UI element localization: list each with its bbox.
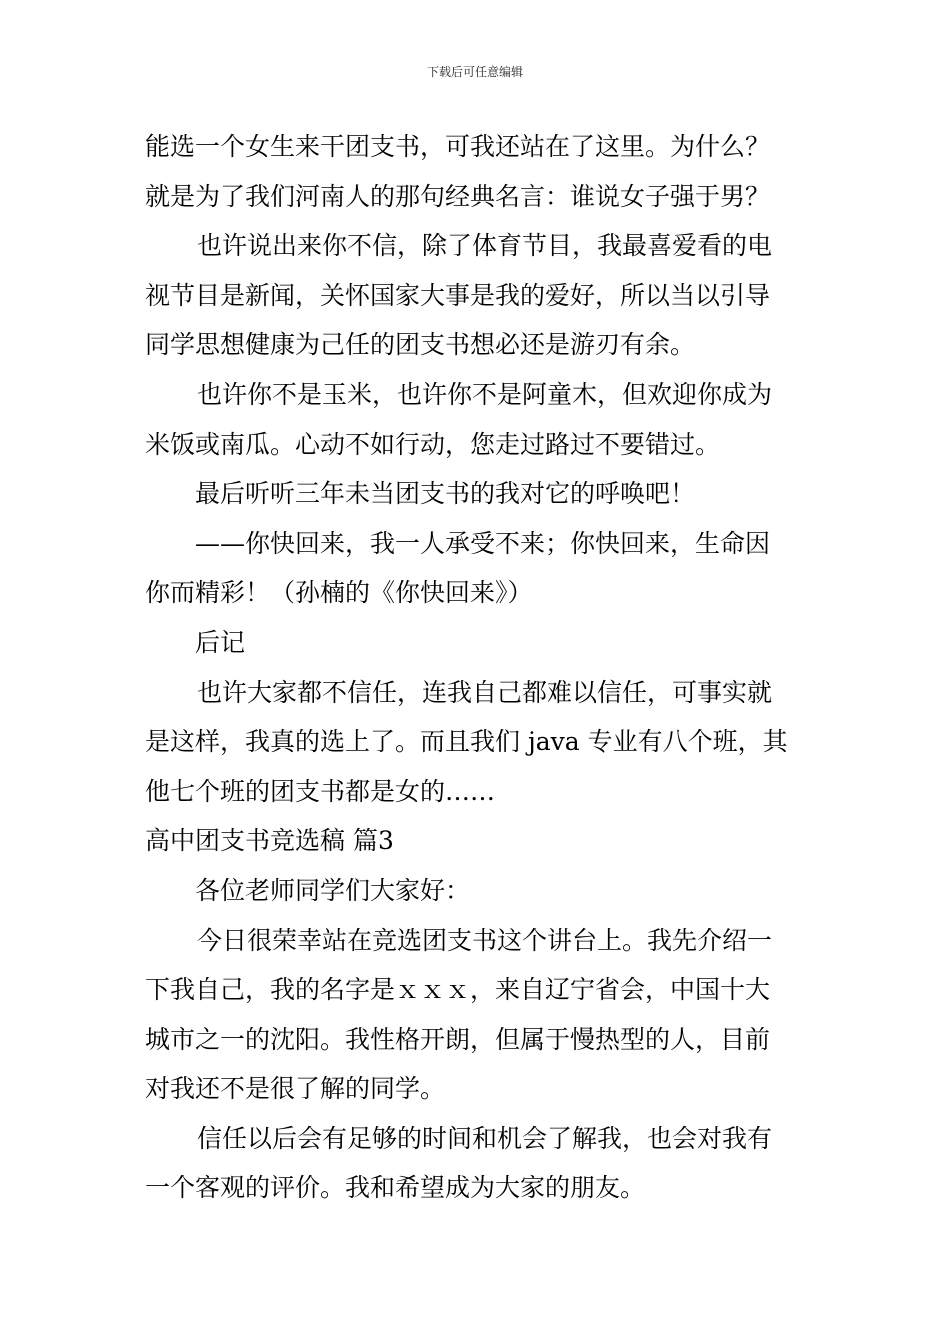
paragraph-line: 信任以后会有足够的时间和机会了解我，也会对我有 bbox=[197, 1123, 773, 1153]
paragraph-line: 也许你不是玉米，也许你不是阿童木，但欢迎你成为 bbox=[197, 379, 773, 409]
greeting-line: 各位老师同学们大家好： bbox=[195, 875, 471, 905]
paragraph-line: 是这样，我真的选上了。而且我们 java 专业有八个班，其 bbox=[145, 727, 788, 757]
paragraph-line: 一个客观的评价。我和希望成为大家的朋友。 bbox=[145, 1173, 646, 1203]
paragraph-line: 同学思想健康为己任的团支书想必还是游刃有余。 bbox=[145, 330, 696, 360]
section-title: 高中团支书竞选稿 篇3 bbox=[145, 826, 394, 856]
paragraph-line: ——你快回来，我一人承受不来；你快回来，生命因 bbox=[195, 528, 771, 558]
paragraph-line: 你而精彩！（孙楠的《你快回来》） bbox=[145, 578, 533, 608]
paragraph-line: 也许大家都不信任，连我自己都难以信任，可事实就 bbox=[197, 677, 773, 707]
paragraph-line: 米饭或南瓜。心动不如行动，您走过路过不要错过。 bbox=[145, 429, 721, 459]
paragraph-line: 下我自己，我的名字是ｘｘｘ，来自辽宁省会，中国十大 bbox=[145, 975, 771, 1005]
paragraph-line: 城市之一的沈阳。我性格开朗，但属于慢热型的人，目前 bbox=[145, 1024, 771, 1054]
page-header: 下载后可任意编辑 bbox=[426, 65, 523, 79]
paragraph-line: 他七个班的团支书都是女的…… bbox=[145, 776, 496, 806]
paragraph-line: 也许说出来你不信，除了体育节目，我最喜爱看的电 bbox=[197, 231, 773, 261]
paragraph-line: 能选一个女生来干团支书，可我还站在了这里。为什么？ bbox=[145, 132, 771, 161]
paragraph-line: 就是为了我们河南人的那句经典名言：谁说女子强于男？ bbox=[145, 181, 771, 211]
paragraph-line: 最后听听三年未当团支书的我对它的呼唤吧！ bbox=[195, 479, 696, 509]
paragraph-line: 今日很荣幸站在竞选团支书这个讲台上。我先介绍一 bbox=[197, 925, 773, 955]
paragraph-line: 视节目是新闻，关怀国家大事是我的爱好，所以当以引导 bbox=[145, 280, 771, 310]
section-heading-afterword: 后记 bbox=[195, 627, 246, 657]
paragraph-line: 对我还不是很了解的同学。 bbox=[145, 1074, 446, 1104]
document-body bbox=[145, 122, 810, 1213]
